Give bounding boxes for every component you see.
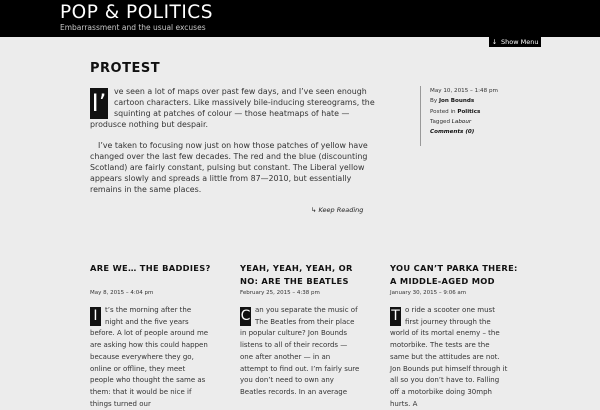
post-tags: Tagged Labour [430,118,472,125]
author-link[interactable]: Jon Bounds [438,98,475,105]
keep-reading-link[interactable]: ↳ Keep Reading [311,206,364,214]
site-title[interactable]: POP & POLITICS [60,2,213,23]
show-menu-label: Show Menu [501,38,539,46]
featured-paragraph: I’ve taken to focusing now just on how those patches of yellow have changed over the last few decades. The red and the blue (discounting Scotland) are fairly constant, pulsing but constant. The Liberal yellow appears slowly and spreads a little from 87—2010, but essentially remains in the same places. [90,141,368,194]
drop-cap: I’ [91,89,107,117]
lead-text: ve seen a lot of maps over past few days, and I’ve seen enough cartoon characters. Like massively bile-inducing stereograms, the squinting at patches of colour — those heatmaps of hate — produsce nothing but despair. [90,87,375,129]
show-menu-button[interactable] [489,37,541,47]
category-link[interactable]: Politics [457,108,481,115]
card-excerpt: T o ride a scooter one must first journey through the world of its mortal enemy – the motorbike. The tests are the same but the attitudes are not. Jon Bounds put himself through it all so you don’t have to. Falling off a motorbike doing 30mph hurts. A [390,306,508,408]
post-author: By Jon Bounds [430,98,475,105]
post-meta [420,86,540,146]
card-date: May 8, 2015 – 4:04 pm [90,290,154,296]
featured-lead-paragraph [90,86,380,130]
featured-post-title[interactable]: PROTEST [90,61,161,76]
card-date: February 25, 2015 – 4:38 pm [240,290,320,296]
drop-cap: T [391,308,400,324]
comments-link[interactable]: Comments (0) [430,129,475,136]
post-category: Posted in Politics [430,108,481,115]
card-title[interactable]: ARE WE… THE BADDIES? [90,263,211,273]
drop-cap: I [90,307,101,326]
post-date: May 10, 2015 – 1:48 pm [430,88,498,94]
card-title[interactable]: YEAH, YEAH, YEAH, OR NO: ARE THE BEATLES [240,263,353,286]
arrow-down-icon: ↓ [491,38,498,46]
card-excerpt: I t’s the morning after the night and the five years before. A lot of people around me are asking how this could happen because everywhere they go, online or offline, they meet people who thought the same as them: that it would be nice if things turned our [90,306,209,408]
card-date: January 30, 2015 – 9:06 am [390,290,467,296]
site-tagline: Embarrassment and the usual excuses [60,23,206,32]
tag-link[interactable]: Labour [451,118,472,125]
drop-cap: C [240,308,251,324]
card-title[interactable]: YOU CAN’T PARKA THERE: A MIDDLE-AGED MOD [390,263,518,286]
site-header [0,0,600,37]
card-excerpt: C an you separate the music of The Beatles from their place in popular culture? Jon Bounds listens to all of their records — one after another — in an attempt to find out. I’m fairly sure you don’t need to own any Beatles records. In an average [240,306,360,396]
